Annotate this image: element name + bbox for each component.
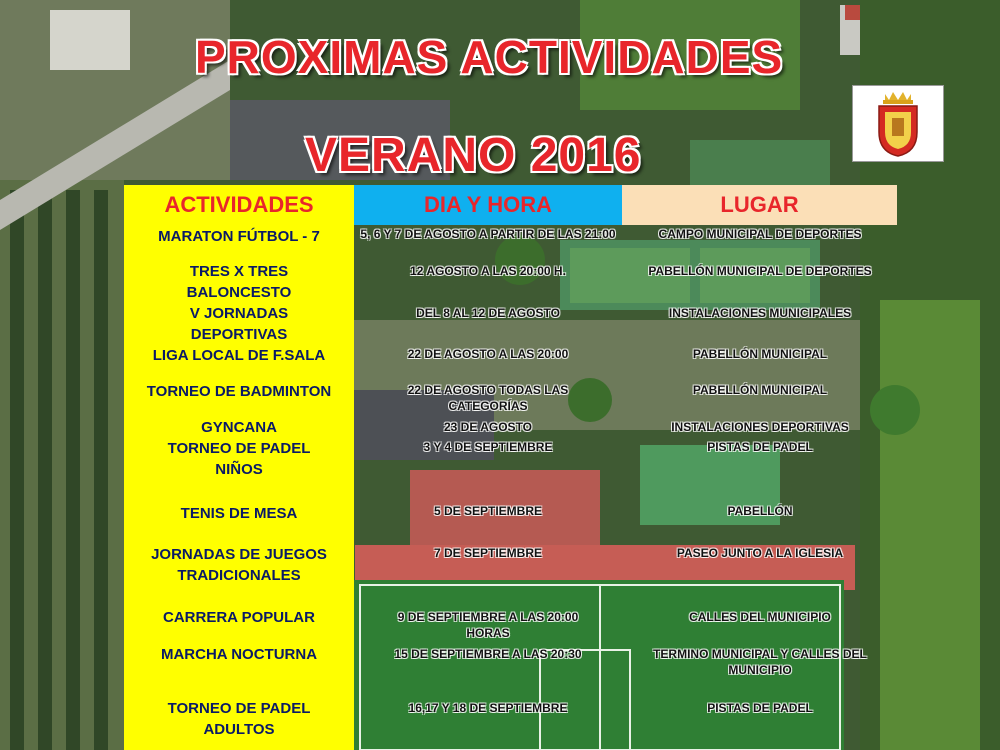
activity-name: LIGA LOCAL DE F.SALA	[152, 347, 326, 364]
activity-date: 22 DE AGOSTO TODAS LAS CATEGORÍAS	[407, 383, 569, 413]
activity-date: 12 AGOSTO A LAS 20:00 H.	[410, 264, 566, 278]
activity-place: PABELLÓN	[727, 504, 793, 518]
activity-name: TORNEO DE PADEL NIÑOS	[167, 440, 311, 478]
activity-place: PABELLÓN MUNICIPAL DE DEPORTES	[648, 264, 872, 278]
activity-name: GYNCANA	[201, 419, 277, 436]
activity-date: 22 DE AGOSTO A LAS 20:00	[407, 347, 569, 361]
activity-name: V JORNADAS DEPORTIVAS	[189, 305, 289, 343]
activity-place: PISTAS DE PADEL	[707, 440, 813, 454]
activity-name: MARCHA NOCTURNA	[160, 646, 318, 663]
activity-date: 5 DE SEPTIEMBRE	[433, 504, 543, 518]
column-header-lugar: LUGAR	[622, 185, 897, 225]
column-header-dia-hora: DIA Y HORA	[354, 185, 622, 225]
municipal-crest-icon	[852, 85, 944, 162]
activity-place: INSTALACIONES DEPORTIVAS	[671, 420, 849, 434]
activity-name: TENIS DE MESA	[180, 505, 298, 522]
activity-place: TERMINO MUNICIPAL Y CALLES DEL MUNICIPIO	[653, 647, 867, 677]
activity-place: CAMPO MUNICIPAL DE DEPORTES	[658, 227, 862, 241]
activity-date: DEL 8 AL 12 DE AGOSTO	[416, 306, 560, 320]
activity-name: MARATON FÚTBOL - 7	[158, 228, 320, 245]
activity-name: CARRERA POPULAR	[163, 609, 315, 626]
activity-name: TRES X TRES BALONCESTO	[186, 263, 292, 301]
activity-place: PABELLÓN MUNICIPAL	[692, 383, 828, 397]
activity-date: 3 Y 4 DE SEPTIEMBRE	[423, 440, 553, 454]
activity-name: TORNEO DE BADMINTON	[146, 383, 332, 400]
activity-place: CALLES DEL MUNICIPIO	[689, 610, 831, 624]
activity-place: PABELLÓN MUNICIPAL	[692, 347, 828, 361]
activity-date: 15 DE SEPTIEMBRE A LAS 20:30	[394, 647, 582, 661]
column-header-actividades: ACTIVIDADES	[124, 185, 354, 225]
title-line1: PROXIMAS ACTIVIDADES	[195, 31, 784, 83]
title-line2: VERANO 2016	[305, 129, 642, 182]
activity-date: 5, 6 Y 7 DE AGOSTO A PARTIR DE LAS 21:00	[360, 227, 616, 241]
activity-date: 9 DE SEPTIEMBRE A LAS 20:00 HORAS	[397, 610, 579, 640]
activity-place: PASEO JUNTO A LA IGLESIA	[676, 546, 844, 560]
activity-date: 7 DE SEPTIEMBRE	[433, 546, 543, 560]
activity-date: 16,17 Y 18 DE SEPTIEMBRE	[408, 701, 568, 715]
activity-place: PISTAS DE PADEL	[707, 701, 813, 715]
activity-date: 23 DE AGOSTO	[443, 420, 533, 434]
activity-name: JORNADAS DE JUEGOS TRADICIONALES	[151, 546, 327, 584]
activity-name: TORNEO DE PADEL ADULTOS	[167, 700, 311, 738]
activity-place: INSTALACIONES MUNICIPALES	[668, 306, 852, 320]
